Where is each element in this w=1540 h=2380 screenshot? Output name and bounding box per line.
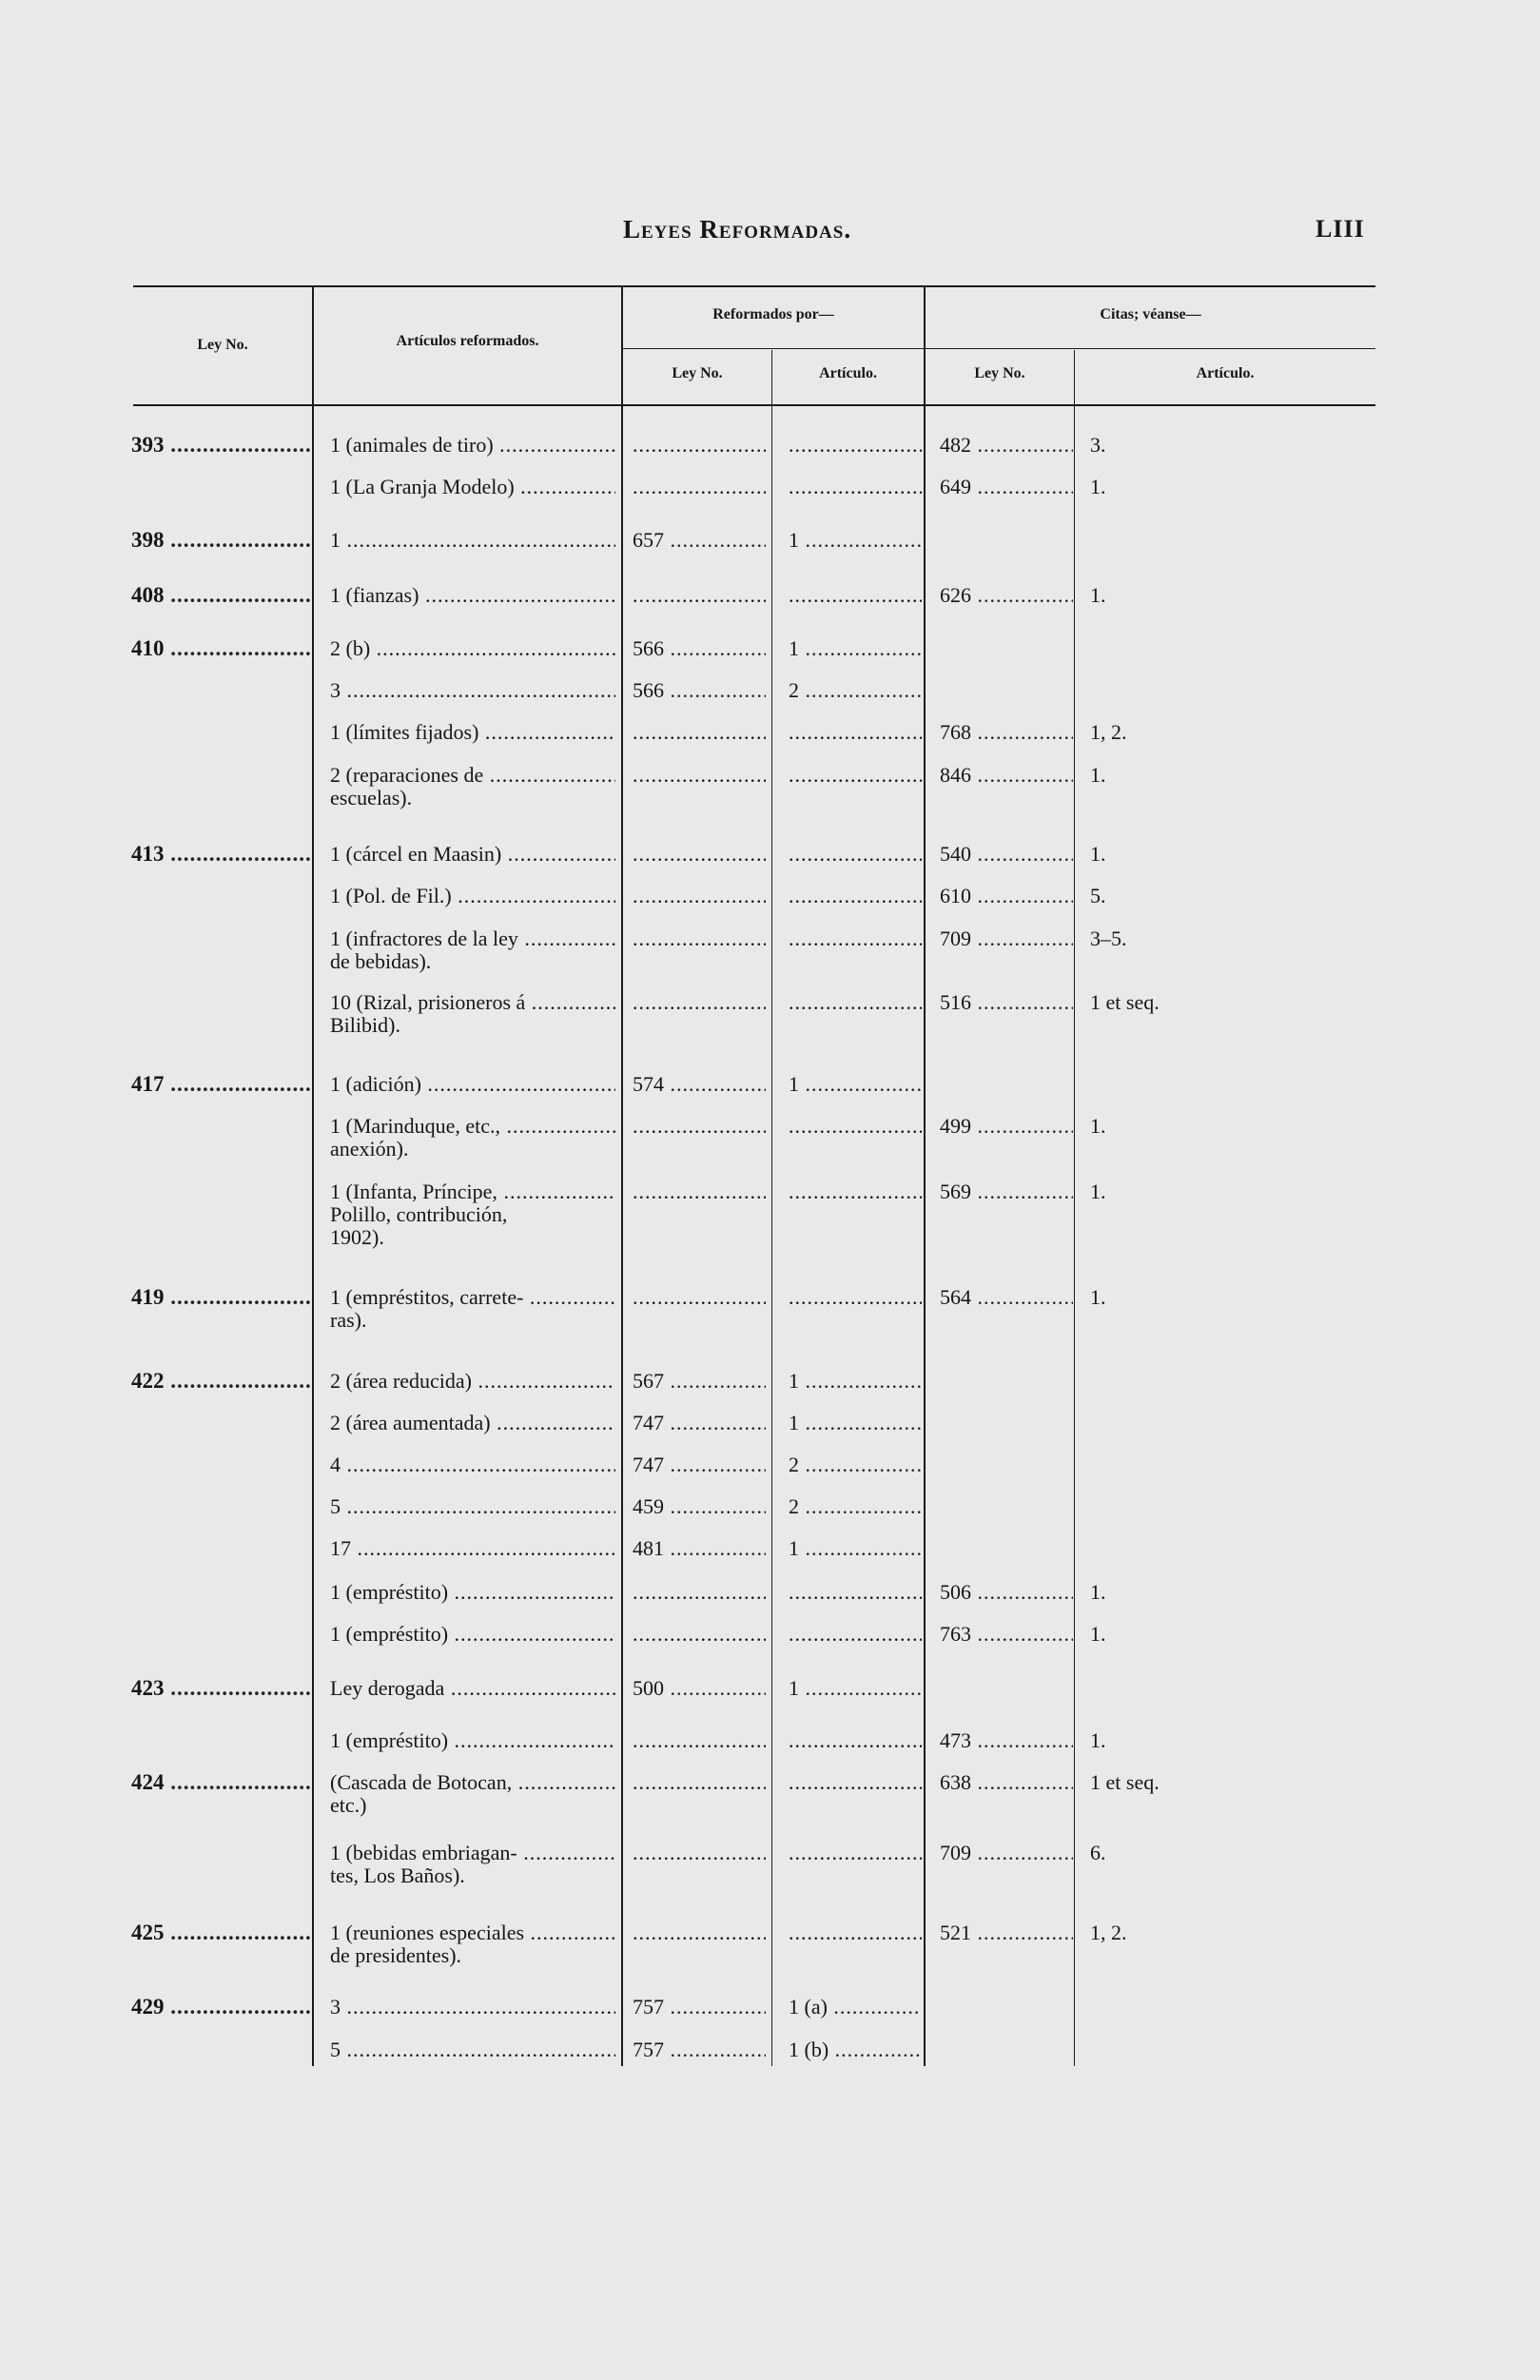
articulo-reformado bbox=[330, 1180, 615, 1249]
articulo-line: 1 (Infanta, Príncipe, ..... bbox=[330, 1180, 615, 1203]
articulo-reformado bbox=[330, 679, 615, 702]
articulo-reformado bbox=[330, 1495, 615, 1518]
articulo-line: 1 (Marinduque, etc., ..... bbox=[330, 1115, 615, 1138]
ley-number: 413 ..... bbox=[131, 843, 310, 866]
articulo-line: de presidentes). bbox=[330, 1944, 462, 1967]
articulo-line: 1 (empréstito) ..... bbox=[330, 1623, 615, 1646]
cita-ley: 649 ..... bbox=[940, 476, 1073, 498]
cita-articulo: 1. bbox=[1090, 475, 1106, 498]
cita-articulo: 1. bbox=[1090, 1285, 1106, 1309]
articulo-line: de bebidas). bbox=[330, 950, 432, 973]
ley-number: 422 ..... bbox=[131, 1370, 310, 1393]
articulo-reformado bbox=[330, 434, 615, 457]
articulo-line: 4 ..... bbox=[330, 1453, 615, 1476]
reformado-articulo bbox=[789, 927, 922, 950]
reformado-ley bbox=[633, 1115, 766, 1138]
header-citas: Citas; véanse— bbox=[1100, 306, 1201, 322]
articulo-line: 1 (fianzas) ..... bbox=[330, 584, 615, 607]
reformado-ley: 566 ..... bbox=[633, 637, 766, 660]
articulo-line: 1 (animales de tiro) ..... bbox=[330, 434, 615, 457]
articulo-line: 1 (infractores de la ley ..... bbox=[330, 927, 615, 950]
reformado-ley: 500 ..... bbox=[633, 1677, 766, 1700]
reformado-ley bbox=[633, 721, 766, 744]
articulo-line: 1 (adición) ..... bbox=[330, 1073, 615, 1096]
articulo-line: 5 ..... bbox=[330, 2039, 615, 2061]
reformado-articulo bbox=[789, 434, 922, 457]
articulo-line: Ley derogada ..... bbox=[330, 1677, 615, 1700]
cita-ley: 499 ..... bbox=[940, 1115, 1073, 1138]
reformado-ley bbox=[633, 1922, 766, 1944]
cita-ley: 626 ..... bbox=[940, 584, 1073, 607]
reformado-articulo bbox=[789, 584, 922, 607]
reformado-ley: 747 ..... bbox=[633, 1412, 766, 1434]
articulo-line: escuelas). bbox=[330, 787, 413, 810]
cita-articulo: 1. bbox=[1090, 763, 1106, 787]
cita-articulo: 1, 2. bbox=[1090, 1921, 1127, 1944]
reformado-ley bbox=[633, 1623, 766, 1646]
reformado-articulo: 1 ..... bbox=[789, 1537, 922, 1560]
articulo-reformado bbox=[330, 637, 615, 660]
cita-ley: 610 ..... bbox=[940, 885, 1073, 907]
cita-articulo: 1 et seq. bbox=[1090, 1770, 1160, 1794]
articulo-line: 1902). bbox=[330, 1226, 384, 1249]
reformado-ley bbox=[633, 1729, 766, 1752]
reformado-ley bbox=[633, 843, 766, 866]
cita-ley: 473 ..... bbox=[940, 1729, 1073, 1752]
reformado-ley: 747 ..... bbox=[633, 1453, 766, 1476]
reformado-articulo: 1 ..... bbox=[789, 637, 922, 660]
articulo-line: 1 (empréstitos, carrete- ..... bbox=[330, 1286, 615, 1309]
articulo-reformado bbox=[330, 1771, 615, 1817]
reformado-ley bbox=[633, 1581, 766, 1604]
articulo-reformado bbox=[330, 476, 615, 498]
ley-number: 410 ..... bbox=[131, 637, 310, 660]
reformado-articulo: 1 (a) ..... bbox=[789, 1996, 922, 2019]
cita-articulo: 1. bbox=[1090, 1180, 1106, 1203]
cita-ley: 709 ..... bbox=[940, 927, 1073, 950]
cita-ley: 564 ..... bbox=[940, 1286, 1073, 1309]
articulo-reformado bbox=[330, 1729, 615, 1752]
reformado-ley bbox=[633, 1180, 766, 1203]
articulo-reformado bbox=[330, 529, 615, 552]
subheader-rule bbox=[623, 348, 1375, 349]
reformado-articulo: 1 ..... bbox=[789, 1412, 922, 1434]
reformado-articulo bbox=[789, 1623, 922, 1646]
reformado-articulo: 2 ..... bbox=[789, 1453, 922, 1476]
articulo-line: anexión). bbox=[330, 1138, 409, 1161]
reformado-articulo: 1 ..... bbox=[789, 529, 922, 552]
ley-number: 425 ..... bbox=[131, 1922, 310, 1944]
articulo-line: 3 ..... bbox=[330, 679, 615, 702]
header-citas-ley: Ley No. bbox=[974, 365, 1025, 381]
col-rule-2 bbox=[621, 287, 623, 2066]
articulo-reformado bbox=[330, 885, 615, 907]
reformado-ley bbox=[633, 1842, 766, 1864]
cita-articulo: 1. bbox=[1090, 1728, 1106, 1752]
reformado-ley bbox=[633, 927, 766, 950]
articulo-line: (Cascada de Botocan, ..... bbox=[330, 1771, 615, 1794]
articulo-line: tes, Los Baños). bbox=[330, 1864, 465, 1887]
articulo-line: 1 (reuniones especiales ..... bbox=[330, 1922, 615, 1944]
cita-articulo: 1. bbox=[1090, 583, 1106, 607]
reformado-ley: 757 ..... bbox=[633, 1996, 766, 2019]
cita-ley: 516 ..... bbox=[940, 991, 1073, 1014]
reformado-ley bbox=[633, 584, 766, 607]
articulo-line: 1 (empréstito) ..... bbox=[330, 1729, 615, 1752]
running-header bbox=[0, 215, 1540, 253]
cita-articulo: 5. bbox=[1090, 884, 1106, 907]
cita-articulo: 1, 2. bbox=[1090, 720, 1127, 744]
articulo-line: 1 (límites fijados) ..... bbox=[330, 721, 615, 744]
reformado-articulo bbox=[789, 1842, 922, 1864]
header-reformados-articulo: Artículo. bbox=[819, 365, 877, 381]
reformado-articulo bbox=[789, 843, 922, 866]
ley-number: 424 ..... bbox=[131, 1771, 310, 1794]
reformado-ley bbox=[633, 434, 766, 457]
reformado-articulo bbox=[789, 1115, 922, 1138]
articulo-line: 1 (empréstito) ..... bbox=[330, 1581, 615, 1604]
articulo-reformado bbox=[330, 721, 615, 744]
reformado-ley: 574 ..... bbox=[633, 1073, 766, 1096]
ley-number: 429 ..... bbox=[131, 1996, 310, 2019]
articulo-line: 1 (La Granja Modelo) ..... bbox=[330, 476, 615, 498]
cita-articulo: 3–5. bbox=[1090, 927, 1127, 950]
articulo-reformado bbox=[330, 927, 615, 973]
reformado-ley: 481 ..... bbox=[633, 1537, 766, 1560]
articulo-reformado bbox=[330, 1922, 615, 1967]
articulo-reformado bbox=[330, 1453, 615, 1476]
articulo-reformado bbox=[330, 1412, 615, 1434]
cita-ley: 763 ..... bbox=[940, 1623, 1073, 1646]
articulo-line: etc.) bbox=[330, 1794, 367, 1817]
reformado-articulo: 1 ..... bbox=[789, 1370, 922, 1393]
table-top-rule bbox=[133, 285, 1375, 287]
articulo-reformado bbox=[330, 1581, 615, 1604]
articulo-reformado bbox=[330, 991, 615, 1037]
articulo-line: 1 (bebidas embriagan- ..... bbox=[330, 1842, 615, 1864]
reformado-articulo bbox=[789, 721, 922, 744]
cita-articulo: 6. bbox=[1090, 1841, 1106, 1864]
cita-articulo: 1. bbox=[1090, 1622, 1106, 1646]
reformado-articulo: 1 (b) ..... bbox=[789, 2039, 922, 2061]
articulo-line: ras). bbox=[330, 1309, 367, 1332]
cita-ley: 768 ..... bbox=[940, 721, 1073, 744]
articulo-line: 1 ..... bbox=[330, 529, 615, 552]
articulo-line: 2 (b) ..... bbox=[330, 637, 615, 660]
reformado-articulo: 1 ..... bbox=[789, 1677, 922, 1700]
ley-number: 419 ..... bbox=[131, 1286, 310, 1309]
col-rule-1 bbox=[312, 287, 314, 2066]
articulo-reformado bbox=[330, 1677, 615, 1700]
col-rule-3 bbox=[771, 350, 772, 2066]
reformado-ley bbox=[633, 1771, 766, 1794]
cita-ley: 846 ..... bbox=[940, 764, 1073, 787]
reformado-ley: 459 ..... bbox=[633, 1495, 766, 1518]
articulo-reformado bbox=[330, 2039, 615, 2061]
reformado-articulo: 1 ..... bbox=[789, 1073, 922, 1096]
cita-ley: 506 ..... bbox=[940, 1581, 1073, 1604]
articulo-line: 1 (Pol. de Fil.) ..... bbox=[330, 885, 615, 907]
reformado-ley bbox=[633, 476, 766, 498]
reformado-ley: 657 ..... bbox=[633, 529, 766, 552]
reformado-ley bbox=[633, 991, 766, 1014]
reformado-articulo bbox=[789, 1922, 922, 1944]
cita-articulo: 1. bbox=[1090, 1114, 1106, 1138]
articulo-reformado bbox=[330, 1286, 615, 1332]
reformado-articulo bbox=[789, 476, 922, 498]
articulo-reformado bbox=[330, 1073, 615, 1096]
reformado-articulo bbox=[789, 1286, 922, 1309]
cita-articulo: 1 et seq. bbox=[1090, 990, 1160, 1014]
cita-ley: 638 ..... bbox=[940, 1771, 1073, 1794]
reformado-articulo: 2 ..... bbox=[789, 1495, 922, 1518]
col-rule-4 bbox=[924, 287, 926, 2066]
ley-number: 398 ..... bbox=[131, 529, 310, 552]
articulo-reformado bbox=[330, 1370, 615, 1393]
reformado-articulo bbox=[789, 1581, 922, 1604]
articulo-line: Polillo, contribución, bbox=[330, 1203, 508, 1226]
cita-ley: 521 ..... bbox=[940, 1922, 1073, 1944]
articulo-line: 3 ..... bbox=[330, 1996, 615, 2019]
running-title: Leyes Reformadas. bbox=[623, 215, 852, 244]
cita-ley: 540 ..... bbox=[940, 843, 1073, 866]
articulo-reformado bbox=[330, 584, 615, 607]
reformado-articulo bbox=[789, 991, 922, 1014]
reformado-ley: 566 ..... bbox=[633, 679, 766, 702]
ley-number: 417 ..... bbox=[131, 1073, 310, 1096]
articulo-line: 5 ..... bbox=[330, 1495, 615, 1518]
ley-number: 393 ..... bbox=[131, 434, 310, 457]
articulo-line: 10 (Rizal, prisioneros á ..... bbox=[330, 991, 615, 1014]
reformado-ley bbox=[633, 1286, 766, 1309]
header-articulos: Artículos reformados. bbox=[396, 333, 539, 349]
articulo-reformado bbox=[330, 1537, 615, 1560]
cita-ley: 709 ..... bbox=[940, 1842, 1073, 1864]
reformado-articulo bbox=[789, 1180, 922, 1203]
articulo-reformado bbox=[330, 1115, 615, 1161]
articulo-line: 17 ..... bbox=[330, 1537, 615, 1560]
reformado-ley: 567 ..... bbox=[633, 1370, 766, 1393]
cita-ley: 482 ..... bbox=[940, 434, 1073, 457]
reformado-ley: 757 ..... bbox=[633, 2039, 766, 2061]
articulo-line: 1 (cárcel en Maasin) ..... bbox=[330, 843, 615, 866]
articulo-line: Bilibid). bbox=[330, 1014, 400, 1037]
cita-articulo: 1. bbox=[1090, 1580, 1106, 1604]
articulo-reformado bbox=[330, 1842, 615, 1887]
articulo-reformado bbox=[330, 1996, 615, 2019]
cita-articulo: 3. bbox=[1090, 433, 1106, 457]
ley-number: 423 ..... bbox=[131, 1677, 310, 1700]
articulo-reformado bbox=[330, 764, 615, 810]
reformado-articulo: 2 ..... bbox=[789, 679, 922, 702]
header-ley-no: Ley No. bbox=[197, 337, 248, 353]
articulo-reformado bbox=[330, 1623, 615, 1646]
header-reformados-ley: Ley No. bbox=[672, 365, 723, 381]
header-citas-articulo: Artículo. bbox=[1196, 365, 1255, 381]
reformado-articulo bbox=[789, 1771, 922, 1794]
reformado-articulo bbox=[789, 764, 922, 787]
reformado-ley bbox=[633, 764, 766, 787]
ley-number: 408 ..... bbox=[131, 584, 310, 607]
articulo-line: 2 (reparaciones de ..... bbox=[330, 764, 615, 787]
articulo-line: 2 (área aumentada) ..... bbox=[330, 1412, 615, 1434]
header-reformados-por: Reformados por— bbox=[712, 306, 834, 322]
page-number: LIII bbox=[1316, 215, 1365, 243]
reformado-articulo bbox=[789, 1729, 922, 1752]
reformado-ley bbox=[633, 885, 766, 907]
header-bottom-rule bbox=[133, 404, 1375, 406]
cita-articulo: 1. bbox=[1090, 842, 1106, 866]
cita-ley: 569 ..... bbox=[940, 1180, 1073, 1203]
articulo-line: 2 (área reducida) ..... bbox=[330, 1370, 615, 1393]
articulo-reformado bbox=[330, 843, 615, 866]
reformado-articulo bbox=[789, 885, 922, 907]
col-rule-5 bbox=[1074, 350, 1075, 2066]
